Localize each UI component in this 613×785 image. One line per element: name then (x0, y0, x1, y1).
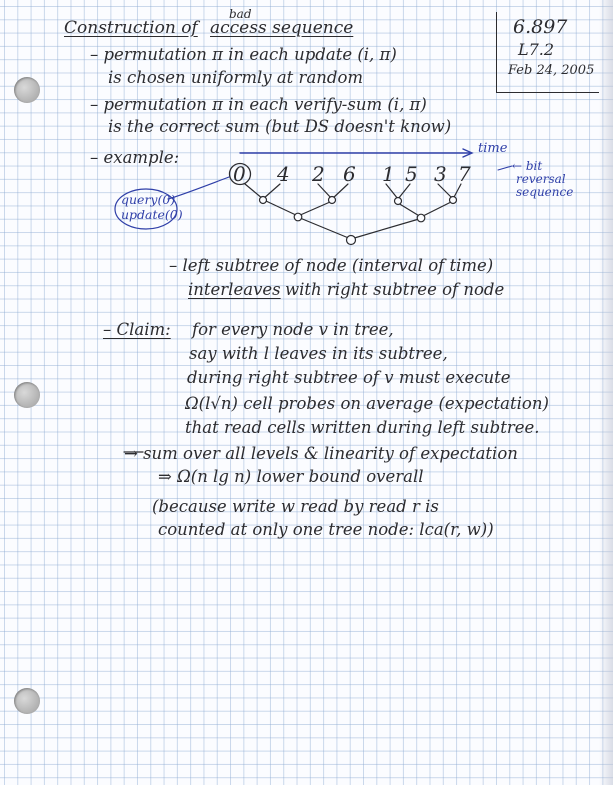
reversal-note-line-2: reversal (516, 172, 566, 186)
course-number: 6.897 (513, 16, 568, 38)
time-label: time (478, 141, 508, 156)
because-line-2: counted at only one tree node: lca(r, w)) (158, 520, 494, 539)
sequence-item: 1 (382, 162, 395, 186)
claim-label: – Claim: (103, 320, 171, 339)
sequence-item: 6 (343, 162, 356, 186)
sequence-item: 4 (277, 162, 290, 186)
sequence-item: 0 (233, 162, 246, 186)
sequence-item: 7 (458, 162, 471, 186)
sequence-item: 2 (312, 162, 325, 186)
bullet-1-line-1: – permutation π in each update (i, π) (90, 45, 397, 64)
subtree-note-interleaves: interleaves (188, 280, 281, 299)
tree-edges (245, 184, 461, 239)
title-insertion: bad (229, 7, 252, 21)
bullet-1-line-2: is chosen uniformly at random (108, 68, 364, 87)
because-line-1: (because write w read by read r is (152, 497, 439, 516)
page-title-prefix: Construction of (64, 18, 198, 38)
consequence-line-2: ⇒ Ω(n lg n) lower bound overall (158, 467, 424, 486)
bullet-2-line-2: is the correct sum (but DS doesn't know) (108, 117, 452, 136)
sequence-item: 3 (434, 162, 447, 186)
sequence-item: 5 (405, 162, 418, 186)
subtree-note-line-2: with right subtree of node (285, 280, 505, 299)
claim-line-2: say with l leaves in its subtree, (189, 344, 448, 363)
query-connector (168, 177, 229, 199)
reversal-note-arrow (498, 166, 512, 170)
subtree-note-line-1: – left subtree of node (interval of time) (169, 256, 494, 275)
lecture-number: L7.2 (518, 40, 555, 59)
bullet-2-line-1: – permutation π in each verify-sum (i, π) (90, 95, 427, 114)
query-note-line-1: query(0) (121, 192, 176, 207)
query-note-line-2: update(0) (121, 207, 183, 222)
consequence-line-1: → sum over all levels & linearity of expectation (124, 444, 518, 463)
claim-line-1: for every node v in tree, (192, 320, 394, 339)
first-query-circle (230, 164, 251, 185)
reversal-note-line-1: ← bit (512, 159, 543, 173)
claim-line-3: during right subtree of v must execute (187, 368, 511, 387)
lecture-date: Feb 24, 2005 (508, 63, 595, 78)
query-note-oval (115, 189, 177, 229)
claim-line-4: Ω(l√n) cell probes on average (expectation) (185, 394, 549, 413)
reversal-note-line-3: sequence (516, 185, 574, 199)
claim-line-5: that read cells written during left subtree. (185, 418, 540, 437)
page-title-suffix: access sequence (210, 18, 354, 38)
example-label: – example: (90, 148, 180, 167)
